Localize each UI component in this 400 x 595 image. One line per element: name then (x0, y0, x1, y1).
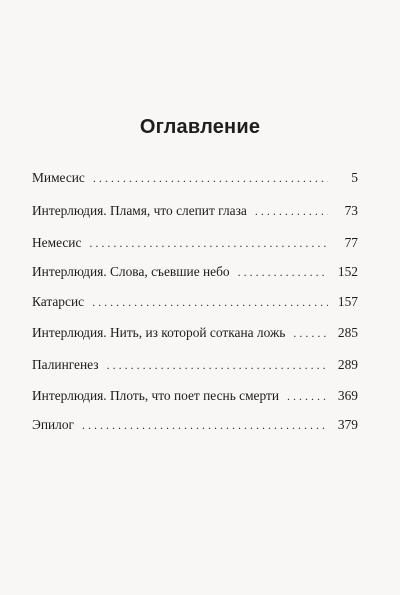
dot-leader (92, 292, 328, 312)
page-title: Оглавление (139, 116, 261, 138)
toc-entry (32, 386, 358, 406)
toc-entry-title: Интерлюдия. Пламя, что слепит глаза (32, 203, 247, 218)
toc-entry-page: 73 (344, 203, 358, 218)
toc-entry-title: Интерлюдия. Слова, съевшие небо (32, 264, 230, 279)
toc-entry-title: Палингенез (32, 357, 99, 372)
dot-leader (93, 168, 328, 188)
dot-leader (293, 323, 328, 343)
toc-entry (32, 201, 358, 221)
toc-entry (32, 262, 358, 282)
dot-leader (107, 355, 328, 375)
toc-entry (32, 415, 358, 435)
toc-entry-title: Катарсис (32, 294, 85, 309)
toc-entry-page: 157 (337, 294, 358, 309)
dot-leader (89, 233, 328, 253)
toc-entry (32, 292, 358, 312)
toc-entry-page: 152 (337, 264, 358, 279)
toc-entry (32, 233, 358, 253)
toc-entry-title: Интерлюдия. Нить, из которой соткана ложь (32, 325, 286, 340)
toc-entry (32, 168, 358, 188)
toc-entry (32, 323, 358, 343)
toc-entry-title: Мимесис (32, 170, 85, 185)
toc-entry (32, 355, 358, 375)
dot-leader (255, 201, 328, 221)
toc-entry-title: Немесис (32, 235, 82, 250)
dot-leader (82, 415, 328, 435)
toc-entry-page: 77 (344, 235, 358, 250)
toc-entry-title: Эпилог (32, 417, 75, 432)
dot-leader (238, 262, 328, 282)
toc-entry-page: 379 (337, 417, 358, 432)
toc-entry-page: 289 (337, 357, 358, 372)
toc-entry-title: Интерлюдия. Плоть, что поет песнь смерти (32, 388, 280, 403)
toc-entry-page: 285 (337, 325, 358, 340)
toc-entry-page: 5 (351, 170, 358, 185)
toc-entry-page: 369 (337, 388, 358, 403)
dot-leader (287, 386, 328, 406)
